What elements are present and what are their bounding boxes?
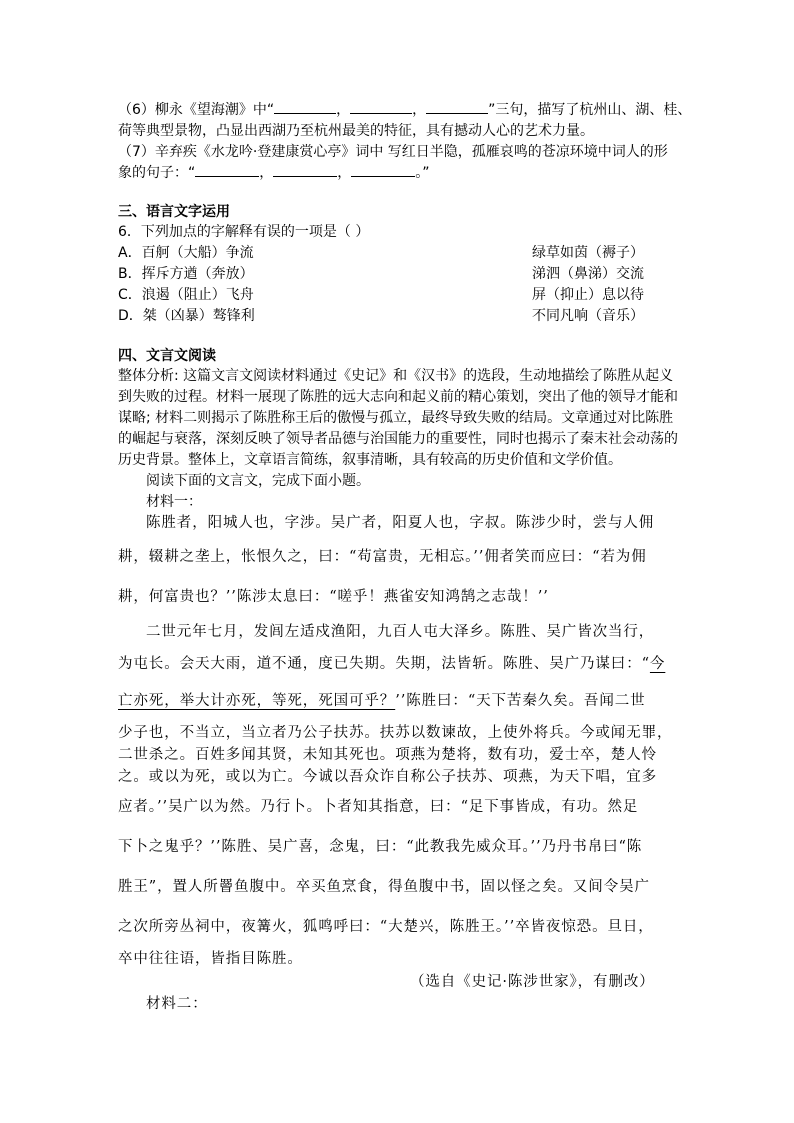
summary-line-4: 的崛起与衰落，深刻反映了领导者品德与治国能力的重要性，同时也揭示了秦末社会动荡的 <box>118 431 678 447</box>
passage-line: 少子也，不当立，当立者乃公子扶苏。扶苏以数谏故，上使外将兵。今或闻无罪， <box>118 725 673 741</box>
q6-blank-2[interactable] <box>350 100 412 114</box>
option-c-right: 屏（抑止）息以待 <box>532 287 644 303</box>
q7-line1: （7）辛弃疾《水龙吟·登建康赏心亭》词中 写红日半隐，孤雁哀鸣的苍凉环境中词人的形 <box>118 144 668 160</box>
q7-line2 <box>118 163 430 184</box>
passage-line: 应者。’’吴广以为然。乃行卜。卜者知其指意，曰：“足下事皆成，有功。然足 <box>118 799 639 815</box>
question-6: 6．下列加点的字解释有误的一项是（ ） <box>118 224 370 240</box>
q6-line1 <box>118 100 691 121</box>
q6-comma-1: ， <box>336 102 351 118</box>
passage-line: 下卜之鬼乎？’’陈胜、吴广喜，念鬼，曰：“此教我先威众耳。’’乃丹书帛曰“陈 <box>118 839 643 855</box>
passage-line <box>118 653 665 675</box>
section4-heading: 四、文言文阅读 <box>118 348 216 364</box>
option-c-left[interactable]: C．浪遏（阻止）飞舟 <box>118 287 254 303</box>
passage-text: 为屯长。会天大雨，道不通，度已失期。失期，法皆斩。陈胜、吴广乃谋曰：“ <box>118 656 650 672</box>
option-a-left[interactable]: A．百舸（大船）争流 <box>118 245 254 261</box>
summary-line-1: 整体分析: 这篇文言文阅读材料通过《史记》和《汉书》的选段，生动地描绘了陈胜从起义 <box>118 368 674 384</box>
passage-source: （选自《史记·陈涉世家》，有删改） <box>410 974 655 990</box>
summary-line-3: 谋略; 材料二则揭示了陈胜称王后的傲慢与孤立，最终导致失败的结局。文章通过对比陈胜 <box>118 410 674 426</box>
section3-heading: 三、语言文字运用 <box>118 204 230 220</box>
passage-line: 胜王”，置人所罾鱼腹中。卒买鱼烹食，得鱼腹中书，固以怪之矣。又间令吴广 <box>118 879 650 895</box>
passage-line: 二世杀之。百姓多闻其贤，未知其死也。项燕为楚将，数有功，爱士卒，楚人怜 <box>118 747 657 763</box>
material1-label: 材料一： <box>146 494 202 510</box>
q6-line2: 荷等典型景物，凸显出西湖乃至杭州最美的特征，具有撼动人心的艺术力量。 <box>118 123 594 139</box>
passage-line: 耕，辍耕之垄上，怅恨久之，曰：“苟富贵，无相忘。’’佣者笑而应曰：“若为佣 <box>118 549 647 565</box>
passage-line: 陈胜者，阳城人也，字涉。吴广者，阳夏人也，字叔。陈涉少时，尝与人佣 <box>146 515 655 531</box>
q6-suffix: ”三句，描写了杭州山、湖、桂、 <box>488 102 692 118</box>
q7-suffix: 。” <box>415 165 430 181</box>
q7-blank-2[interactable] <box>273 163 337 177</box>
q7-blank-1[interactable] <box>195 163 259 177</box>
passage-line: 二世元年七月，发闾左适戍渔阳，九百人屯大泽乡。陈胜、吴广皆次当行， <box>146 624 655 640</box>
passage-line: 之。或以为死，或以为亡。今诚以吾众诈自称公子扶苏、项燕，为天下唱，宜多 <box>118 769 657 785</box>
q6-blank-1[interactable] <box>274 100 336 114</box>
option-d-left[interactable]: D．桀（凶暴）骜锋利 <box>118 308 255 324</box>
passage-line: 之次所旁丛祠中，夜篝火，狐鸣呼曰：“大楚兴，陈胜王。’’卒皆夜惊恐。旦日， <box>118 919 654 935</box>
q7-comma-2: ， <box>337 165 352 181</box>
material2-label: 材料二： <box>146 996 208 1012</box>
q6-comma-2: ， <box>412 102 427 118</box>
summary-line-5: 历史背景。整体上，文章语言简练，叙事清晰，具有较高的历史价值和文学价值。 <box>118 452 622 468</box>
option-b-left[interactable]: B．挥斥方遒（奔放） <box>118 266 254 282</box>
option-b-right: 涕泗（鼻涕）交流 <box>532 266 644 282</box>
option-a-right: 绿草如茵（褥子） <box>532 245 644 261</box>
q6-prefix: （6）柳永《望海潮》中“ <box>118 102 275 118</box>
q7-prefix: 象的句子：“ <box>118 165 196 181</box>
passage-text: ’’陈胜曰：“天下苦秦久矣。吾闻二世 <box>395 693 646 709</box>
passage-line: 耕，何富贵也？’’陈涉太息曰：“嗟乎！燕雀安知鸿鹄之志哉！’’ <box>118 589 549 605</box>
summary-line-2: 到失败的过程。材料一展现了陈胜的远大志向和起义前的精心策划，突出了他的领导才能和 <box>118 389 678 405</box>
q7-comma-1: ， <box>259 165 274 181</box>
passage-line <box>118 690 646 712</box>
underlined-sentence-start: 今 <box>649 656 666 672</box>
q6-blank-3[interactable] <box>426 100 488 114</box>
reading-instruction: 阅读下面的文言文，完成下面小题。 <box>146 473 370 489</box>
q7-blank-3[interactable] <box>351 163 415 177</box>
option-d-right: 不同凡响（音乐） <box>532 308 644 324</box>
underlined-sentence: 亡亦死，举大计亦死，等死，死国可乎？ <box>118 693 396 709</box>
passage-line: 卒中往往语，皆指目陈胜。 <box>118 951 303 967</box>
